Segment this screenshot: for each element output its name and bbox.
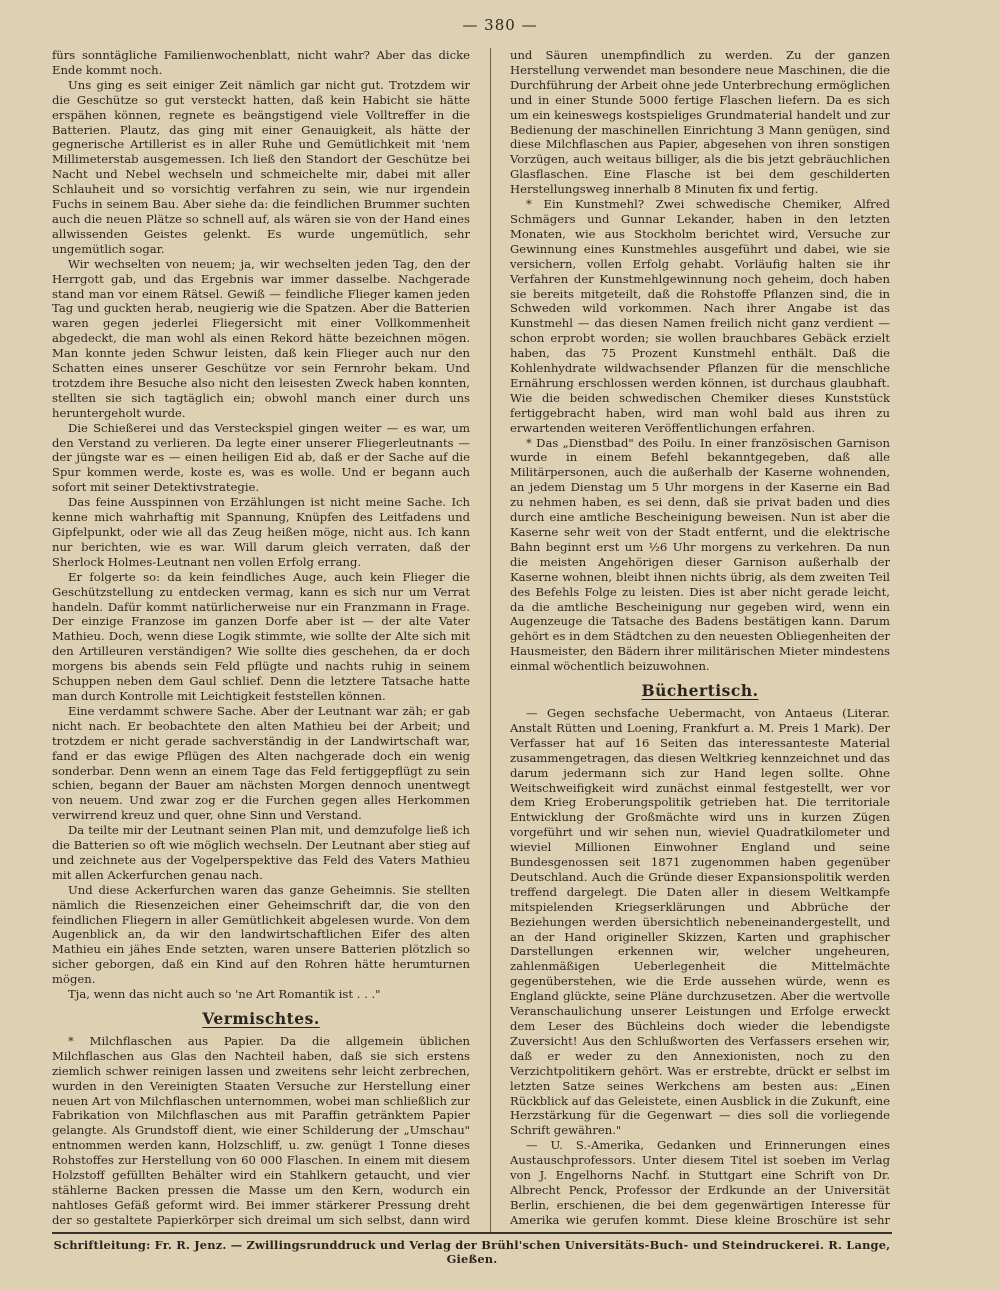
paragraph: * Ein Kunstmehl? Zwei schwedische Chemiker, Alfred Schmägers und Gunnar Lekander, haben in den letzten Monaten, wie aus Stockholm berichtet wird, Versuche zur Gewinnung eines Kunstmehles ausgeführt und dabei, wie sie versichern, vollen Erfolg gehabt. Vorläufig halten sie ihr Verfahren der Kunstmehlgewinnung noch geheim, doch haben sie bereits mitgeteilt, daß die Rohstoffe Pflanzen sind, die in Schweden wild vorkommen. Nach ihrer Angabe ist das Kunstmehl — das diesen Namen freilich nicht ganz verdient — schon erprobt worden; sie wollen brauchbares Gebäck erzielt haben, das 75 Prozent Kunstmehl enthält. Daß die Kohlenhydrate wildwachsender Pflanzen für die menschliche Ernährung erschlossen werden können, ist durchaus glaubhaft. Wie die beiden schwedischen Chemiker dieses Kunststück fertiggebracht haben, wird man wohl bald aus ihren zu erwartenden weiteren Veröffentlichungen erfahren. (510, 197, 890, 435)
imprint: Schriftleitung: Fr. R. Jenz. — Zwillingsrunddruck und Verlag der Brühl'schen Universitäts-Buch- und Steindruckerei. R. Lange, Gießen. (53, 1238, 891, 1266)
paragraph: Tja, wenn das nicht auch so 'ne Art Romantik ist . . ." (68, 987, 381, 1002)
paragraph: fürs sonntägliche Familienwochenblatt, nicht wahr? Aber das dicke Ende kommt noch. (52, 48, 470, 77)
left-column (52, 48, 470, 1228)
paragraph: und Säuren unempfindlich zu werden. Zu der ganzen Herstellung verwendet man besondere neue Maschinen, die die Durchführung der Arbeit ohne jede Unterbrechung ermöglichen und in einer Stunde 5000 fertige Flaschen liefern. Da es sich um ein keineswegs kostspieliges Grundmaterial handelt und zur Bedienung der maschinellen Einrichtung 3 Mann genügen, sind diese Milchflaschen aus Papier, abgesehen von ihren sonstigen Vorzügen, auch weitaus billiger, als die bis jetzt gebräuchlichen Glasflaschen. Eine Flasche ist bei dem geschilderten Herstellungsweg innerhalb 8 Minuten fix und fertig. (510, 48, 890, 197)
paragraph: — U. S.-Amerika, Gedanken und Erinnerungen eines Austauschprofessors. Unter diesem Titel ist soeben im Verlag von J. Engelhorns Nachf. in Stuttgart eine Schrift von Dr. Albrecht Penck, Professor der Erdkunde an der Universität Berlin, erschienen, die bei dem gegenwärtigen Interesse für Amerika wie gerufen kommt. Diese kleine Broschüre ist sehr (510, 1138, 890, 1227)
paragraph: Das feine Ausspinnen von Erzählungen ist nicht meine Sache. Ich kenne mich wahrhaftig mit Spannung, Knüpfen des Leitfadens und Gipfelpunkt, oder wie all das Zeug heißen möge, nicht aus. Ich kann nur berichten, wie es war. Will darum gleich verraten, daß der Sherlock Holmes-Leutnant nen vollen Erfolg errang. (52, 495, 470, 569)
page-number: — 380 — (462, 16, 538, 34)
paragraph: Die Schießerei und das Versteckspiel gingen weiter — es war, um den Verstand zu verlieren. Da legte einer unserer Fliegerleutnants — der jüngste war es — einen heiligen Eid ab, daß er der Sache auf die Spur kommen werde, koste es, was es wolle. Und er begann auch sofort mit seiner Detektivstrategie. (52, 420, 470, 495)
right-column (510, 48, 890, 1228)
section-heading-buechertisch: Büchertisch. (641, 681, 759, 701)
paragraph: Wir wechselten von neuem; ja, wir wechselten jeden Tag, den der Herrgott gab, und das Ergebnis war immer dasselbe. Nachgerade stand man vor einem Rätsel. Gewiß — feindliche Flieger kamen jeden Tag und guckten herab, neugierig wie die Spatzen. Aber die Batterien waren gegen jederlei Fliegersicht mit einer Vollkommenheit abgedeckt, die man wohl als einen Rekord hätte bezeichnen mögen. Man konnte jeden Schwur leisten, daß kein Flieger auch nur den Schatten eines unserer Geschütze vor sein Fernrohr bekam. Und trotzdem ihre Besuche also nicht den leisesten Zweck haben konnten, stellten sie sich tagtäglich ein; obwohl manch einer durch uns heruntergeholt wurde. (52, 256, 470, 420)
column-divider (490, 48, 491, 1233)
section-heading-vermischtes: Vermischtes. (202, 1009, 320, 1028)
paragraph: Da teilte mir der Leutnant seinen Plan mit, und demzufolge ließ ich die Batterien so oft wie möglich wechseln. Der Leutnant aber stieg auf und zeichnete aus der Vogelperspektive das Feld des Vaters Mathieu mit allen Ackerfurchen genau nach. (52, 823, 470, 882)
paragraph: Eine verdammt schwere Sache. Aber der Leutnant war zäh; er gab nicht nach. Er beobachtete den alten Mathieu bei der Arbeit; und trotzdem er nicht gerade sachverständig in der Landwirtschaft war, fand er das ewige Pflügen des Alten nachgerade doch ein wenig sonderbar. Denn wenn an einem Tage das Feld fertiggepflügt zu sein schien, begann der Bauer am nächsten Morgen dennoch unentwegt von neuem. Und zwar zog er die Furchen gegen alles Herkommen verwirrend kreuz und quer, ohne Sinn und Verstand. (52, 703, 470, 823)
paragraph: * Milchflaschen aus Papier. Da die allgemein üblichen Milchflaschen aus Glas den Nachteil haben, daß sie sich erstens ziemlich schwer reinigen lassen und zweitens sehr leicht zerbrechen, wurden in den Vereinigten Staaten Versuche zur Herstellung einer neuen Art von Milchflaschen unternommen, wobei man schließlich zur Fabrikation von Milchflaschen aus mit Paraffin getränktem Papier gelangte. Als Grundstoff dient, wie einer Schilderung der „Umschau" entnommen werden kann, Holzschliff, u. zw. genügt 1 Tonne dieses Rohstoffes zur Herstellung von 60 000 Flaschen. In einem mit diesem Holzstoff gefüllten Behälter wird ein Stahlkern getaucht, und vier stählerne Backen pressen die Masse um den Kern, wodurch ein nahtloses Gefäß geformt wird. Bei immer stärkerer Pressung dreht der so gestaltete Papierkörper sich dreimal um sich selbst, dann wird (52, 1033, 470, 1227)
paragraph: Er folgerte so: da kein feindliches Auge, auch kein Flieger die Geschützstellung zu entdecken vermag, kann es sich nur um Verrat handeln. Dafür kommt natürlicherweise nur ein Franzmann in Frage. Der einzige Franzose im ganzen Dorfe aber ist — der alte Vater Mathieu. Doch, wenn diese Logik stimmte, wie sollte der Alte sich mit den Artilleuren verständigen? Wie sollte dies geschehen, da er doch morgens bis abends sein Feld pflügte und nachts ruhig in seinem Schuppen neben dem Gaul schlief. Denn die letztere Tatsache hatte man durch Kontrolle mit Leichtigkeit feststellen können. (52, 569, 470, 703)
paragraph: Uns ging es seit einiger Zeit nämlich gar nicht gut. Trotzdem wir die Geschütze so gut versteckt hatten, daß kein Habicht sie hätte erspähen können, regnete es beängstigend viele Volltreffer in die Batterien. Plautz, das ging mit einer Genauigkeit, als hätte der gegnerische Artillerist es in aller Ruhe und Gemütlichkeit mit 'nem Millimeterstab ausgemessen. Ich ließ den Standort der Geschütze bei Nacht und Nebel wechseln und schmeichelte mir, dabei mit aller Schlauheit und so vorsichtig verfahren zu sein, wie nur irgendein Fuchs in seinem Bau. Aber siehe da: die feindlichen Brummer suchten auch die neuen Plätze so schnell auf, als wären sie von der Hand eines allwissenden Geistes gelenkt. Es wurde ungemütlich, sehr ungemütlich sogar. (52, 77, 470, 256)
footer-divider (52, 1232, 892, 1234)
paragraph: * Das „Dienstbad" des Poilu. In einer französischen Garnison wurde in einem Befehl bekanntgegeben, daß alle Militärpersonen, auch die außerhalb der Kaserne wohnenden, an jedem Dienstag um 5 Uhr morgens in der Kaserne ein Bad zu nehmen haben, es sei denn, daß sie privat baden und dies durch eine amtliche Bescheinigung beweisen. Nun ist aber die Kaserne sehr weit von der Stadt entfernt, und die elektrische Bahn beginnt erst um ½6 Uhr morgens zu verkehren. Da nun die meisten Angehörigen dieser Garnison außerhalb der Kaserne wohnen, bleibt ihnen nichts übrig, als dem zweiten Teil des Befehls Folge zu leisten. Dies ist aber nicht gerade leicht, da die amtliche Bescheinigung nur gegeben wird, wenn ein Augenzeuge die Tatsache des Badens bestätigen kann. Darum gehört es in dem Städtchen zu den neuesten Obliegenheiten der Hausmeister, den Bädern ihrer militärischen Mieter mindestens einmal wöchentlich beizuwohnen. (510, 435, 890, 674)
paragraph: Und diese Ackerfurchen waren das ganze Geheimnis. Sie stellten nämlich die Riesenzeichen einer Geheimschrift dar, die von den feindlichen Fliegern in aller Gemütlichkeit abgelesen wurde. Von dem Augenblick an, da wir den landwirtschaftlichen Eifer des alten Mathieu ein jähes Ende setzten, waren unsere Batterien plötzlich so sicher geborgen, daß ein Kind auf den Rohren hätte herumturnen mögen. (52, 882, 470, 987)
paragraph: — Gegen sechsfache Uebermacht, von Antaeus (Literar. Anstalt Rütten und Loening, Frankfurt a. M. Preis 1 Mark). Der Verfasser hat auf 16 Seiten das interessanteste Material zusammengetragen, das diesen Weltkrieg kennzeichnet und das darum jedermann sich zur Hand legen sollte. Ohne Weitschweifigkeit wird zunächst einmal festgestellt, wer vor dem Krieg Eroberungspolitik getrieben hat. Die territoriale Entwicklung der Großmächte wird uns in kurzen Zügen vorgeführt und wir sehen nun, wieviel Quadratkilometer und wieviel Millionen Einwohner England und seine Bundesgenossen seit 1871 zugenommen haben gegenüber Deutschland. Auch die Gründe dieser Expansionspolitik werden treffend dargelegt. Die Daten aller in diesem Weltkampfe mitspielenden Kriegserklärungen und Abbrüche der Beziehungen werden übersichtlich nebeneinandergestellt, und an der Hand origineller Skizzen, Karten und graphischer Darstellungen erkennen wir, welcher ungeheuren, zahlenmäßigen Ueberlegenheit die Mittelmächte gegenüberstehen, wie die Erde aussehen würde, wenn es England glückte, seine Pläne durchzusetzen. Aber die wertvolle Veranschaulichung unserer Leistungen und Erfolge erweckt dem Leser des Büchleins doch wieder die lebendigste Zuversicht! Aus den Schlußworten des Verfassers ersehen wir, daß er weder zu den Annexionisten, noch zu den Verzichtpolitikern gehört. Was er erstrebte, drückt er selbst im letzten Satze seines Werkchens am besten aus: „Einen Rückblick auf das Geleistete, einen Ausblick in die Zukunft, eine Herzstärkung für die Gegenwart — dies soll die vorliegende Schrift gewähren." (510, 705, 890, 1138)
